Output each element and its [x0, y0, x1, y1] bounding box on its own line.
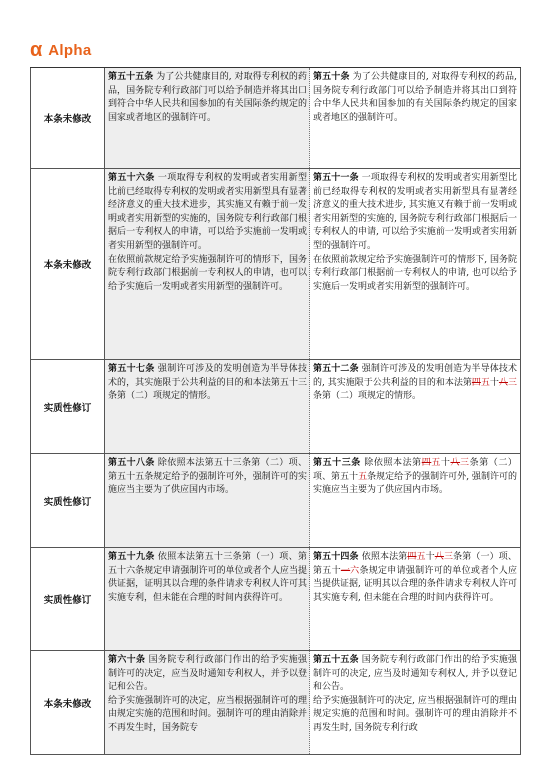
inserted-text: 三: [460, 458, 470, 468]
table-row: [30, 454, 521, 548]
article-paragraph: [313, 172, 517, 254]
change-status-label: 本条未修改: [31, 169, 105, 359]
alpha-logo-icon: α: [30, 39, 43, 61]
deleted-text: 四: [407, 552, 417, 562]
article-number: 第五十八条: [108, 458, 155, 468]
article-text: 除依照本法第五十三条第（二）项、第五十五条规定给予的强制许可外，强制许可的实施应当主要为了供应国内市场。: [108, 458, 307, 496]
article-number: 第五十七条: [108, 364, 155, 374]
inserted-text: 五: [416, 552, 426, 562]
deleted-text: 一: [340, 565, 351, 576]
article-number: 第六十条: [108, 655, 146, 665]
article-number: 第五十二条: [313, 364, 359, 374]
article-text: 给予实施强制许可的决定, 应当根据强制许可的理由规定实施的范围和时间。强制许可的理由消除并不再发生时, 国务院专利行政: [313, 695, 517, 733]
article-text: 十: [489, 377, 499, 388]
brand-header: [30, 40, 91, 60]
article-text: 依照本法第: [361, 552, 408, 562]
article-text: 在依照前款规定给予实施强制许可的情形下，国务院专利行政部门根据前一专利权人的申请，也可以给予实施后一发明或者实用新型的强制许可。: [108, 254, 307, 292]
deleted-text: 四: [471, 377, 481, 388]
old-text-cell: [310, 651, 520, 754]
deleted-text: 八: [498, 377, 508, 388]
article-text: 强制许可涉及的发明创造为半导体技术的, 其实施限于公共利益的目的和本法第: [313, 364, 517, 388]
comparison-table: [30, 67, 521, 755]
article-text: 条第（二）项、第五十: [313, 458, 517, 482]
article-number: 第五十三条: [313, 458, 361, 468]
change-status-label: 实质性修订: [31, 548, 105, 650]
new-text-cell: [105, 651, 310, 754]
inserted-text: 三: [507, 377, 517, 388]
article-text: 国务院专利行政部门作出的给予实施强制许可的决定，应当及时通知专利权人，并予以登记和公告。: [108, 655, 307, 693]
article-paragraph: [108, 654, 307, 695]
article-text: 给予实施强制许可的决定，应当根据强制许可的理由规定实施的范围和时间。强制许可的理由消除并不再发生时，国务院专: [108, 695, 307, 733]
new-text-cell: [105, 169, 310, 359]
article-paragraph: [108, 172, 307, 254]
new-text-cell: [105, 454, 310, 547]
table-row: [30, 360, 521, 454]
old-text-cell: [310, 454, 520, 547]
change-status-label: 实质性修订: [31, 360, 105, 453]
inserted-text: 三: [443, 552, 454, 562]
article-number: 第五十五条: [108, 72, 154, 82]
article-text: 为了公共健康目的, 对取得专利权的药品，国务院专利行政部门可以给予制造并将其出口到符合中华人民共和国参加的有关国际条约规定的国家或者地区的强制许可。: [108, 72, 307, 123]
article-text: 强制许可涉及的发明创造为半导体技术的，其实施限于公共利益的目的和本法第五十三条第（二）项规定的情形。: [108, 364, 307, 402]
article-text: 条第（二）项规定的情形。: [313, 391, 422, 402]
article-text: 十: [425, 552, 435, 562]
inserted-text: 五: [358, 471, 368, 482]
deleted-text: 八: [434, 552, 444, 562]
deleted-text: 八: [450, 458, 461, 468]
article-text: 条规定申请强制许可的单位或者个人应当提供证据, 证明其以合理的条件请求专利权人许可其实施专利, 但未能在合理的时间内获得许可。: [313, 565, 517, 603]
table-row: [30, 548, 521, 651]
table-row: [30, 68, 521, 169]
article-number: 第五十五条: [313, 655, 359, 665]
change-status-label: 本条未修改: [31, 651, 105, 754]
article-text: 一项取得专利权的发明或者实用新型比前已经取得专利权的发明或者实用新型具有显著经济意义的重大技术进步，其实施又有赖于前一发明或者实用新型的实施的，国务院专利行政部门根据后一专利权人的申请，可以给予实施前一发明或者实用新型的强制许可。: [108, 173, 307, 251]
table-row: [30, 651, 521, 755]
change-status-label: 本条未修改: [31, 68, 105, 168]
change-status-label: 实质性修订: [31, 454, 105, 547]
old-text-cell: [310, 68, 520, 168]
old-text-cell: [310, 548, 520, 650]
new-text-cell: [105, 360, 310, 453]
article-number: 第五十六条: [108, 173, 155, 183]
old-text-cell: [310, 360, 520, 453]
table-row: [30, 169, 521, 360]
new-text-cell: [105, 68, 310, 168]
article-text: 条规定给予的强制许可外, 强制许可的实施应当主要为了供应国内市场。: [313, 471, 517, 496]
article-number: 第五十一条: [313, 173, 359, 183]
inserted-text: 五: [480, 377, 490, 388]
brand-name: Alpha: [48, 41, 92, 59]
old-text-cell: [310, 169, 520, 359]
article-text: 依照本法第五十三条第（一）项、第五十六条规定申请强制许可的单位或者个人应当提供证据，证明其以合理的条件请求专利权人许可其实施专利，但未能在合理的时间内获得许可。: [108, 552, 307, 603]
article-number: 第五十四条: [313, 552, 359, 562]
inserted-text: 六: [350, 565, 360, 576]
article-text: 国务院专利行政部门作出的给予实施强制许可的决定, 应当及时通知专利权人, 并予以登记和公告。: [313, 655, 517, 693]
article-text: 除依照本法第: [364, 458, 422, 468]
article-number: 第五十条: [313, 72, 350, 82]
article-number: 第五十九条: [108, 552, 155, 562]
article-text: 十: [440, 458, 451, 468]
article-text: 条第（一）项、第五十: [313, 552, 517, 576]
article-text: 在依照前款规定给予实施强制许可的情形下, 国务院专利行政部门根据前一专利权人的申请, 也可以给予实施后一发明或者实用新型的强制许可。: [313, 254, 517, 292]
new-text-cell: [105, 548, 310, 650]
inserted-text: 五: [431, 458, 441, 468]
article-text: 为了公共健康目的, 对取得专利权的药品, 国务院专利行政部门可以给予制造并将其出口到符合中华人民共和国参加的有关国际条约规定的国家或者地区的强制许可。: [313, 72, 517, 123]
article-text: 一项取得专利权的发明或者实用新型比前已经取得专利权的发明或者实用新型具有显著经济意义的重大技术进步, 其实施又有赖于前一发明或者实用新型的实施的, 国务院专利行政部门根据后一专利权人的申请, 可以给予实施前一发明或者实用新型的强制许可。: [313, 173, 517, 251]
article-paragraph: [313, 654, 517, 695]
deleted-text: 四: [421, 458, 432, 468]
